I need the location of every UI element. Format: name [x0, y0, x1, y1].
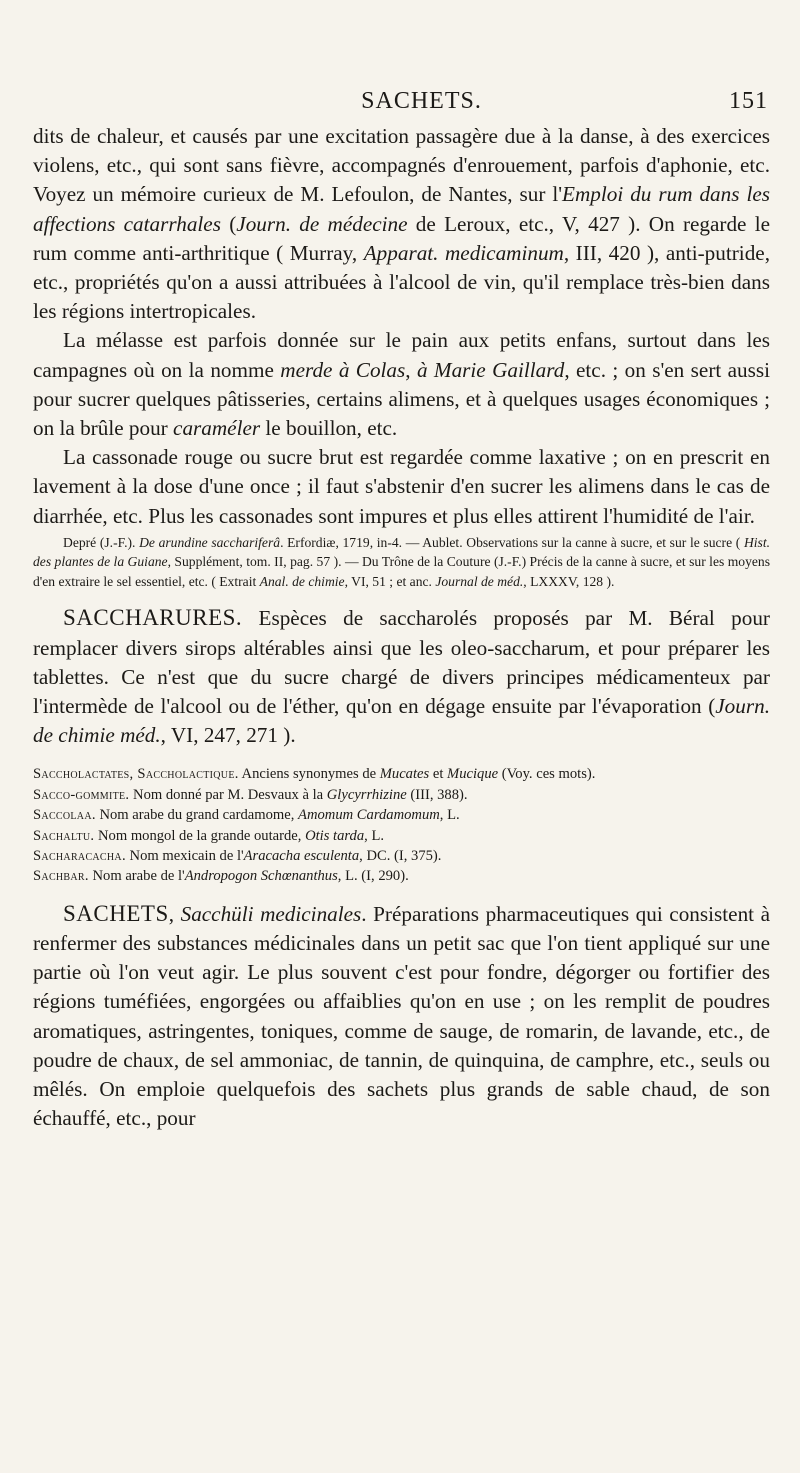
page-number: 151 — [729, 88, 768, 114]
running-header — [33, 88, 770, 122]
list-item: Sacco-gommite. Nom donné par M. Desvaux à la Glycyrrhizine (III, 388). — [33, 786, 468, 803]
entry-sachets: SACHETS, Sacchüli medicinales. Préparations pharmaceutiques qui consistent à renfermer des substances médicinales dans un petit sac que l'on tient appliqué sur une partie où l'on veut agir. Le plus souvent c'est pour fondre, dégorger ou fortifier des régions tuméfiées, engorgées ou affaiblies qu'on en use ; on les remplit de poudres aromatiques, astringentes, toniques, comme de sauge, de romarin, de lavande, etc., de poudre de chaux, de sel ammoniac, de tannin, de quinquina, de camphre, etc., seuls ou mêlés. On emploie quelquefois des sachets plus grands de sable chaud, de son échauffé, etc., pour — [33, 900, 770, 1131]
list-item: Sachaltu. Nom mongol de la grande outarde, Otis tarda, L. — [33, 827, 385, 844]
running-title: SACHETS. — [361, 88, 482, 114]
bibliography-note: Depré (J.-F.). De arundine sacchariferâ. Erfordiæ, 1719, in-4. — Aublet. Observations sur la canne à sucre, et sur le sucre ( Hist. des plantes de la Guiane, Supplément, tom. II, pag. 57 ). — Du Trône de la Couture (J.-F.) Précis de la canne à sucre, et sur les moyens d'en extraire le sel essentiel, etc. ( Extrait Anal. de chimie, VI, 51 ; et anc. Journal de méd., LXXXV, 128 ). — [33, 534, 771, 589]
list-item: Sacharacacha. Nom mexicain de l'Aracacha esculenta, DC. (I, 375). — [33, 847, 442, 864]
entry-saccharures: SACCHARURES. Espèces de saccharolés proposés par M. Béral pour remplacer divers sirops altérables ainsi que les oleo-saccharum, et pour préparer les tablettes. Ce n'est que du sucre chargé de divers principes médicamenteux par l'intermède de l'alcool ou de l'éther, qu'on en dégage ensuite par l'évaporation (Journ. de chimie méd., VI, 247, 271 ). — [33, 605, 770, 748]
list-item: Saccholactates, Saccholactique. Anciens synonymes de Mucates et Mucique (Voy. ces mots). — [33, 766, 596, 783]
paragraph-melasse: La mélasse est parfois donnée sur le pain aux petits enfans, surtout dans les campagnes où on la nomme merde à Colas, à Marie Gaillard, etc. ; on s'en sert aussi pour sucrer quelques pâtisseries, certains alimens, et à quelques usages économiques ; on la brûle pour caraméler le bouillon, etc. — [33, 328, 771, 441]
minor-entries-list — [33, 764, 770, 886]
list-item: Sachbar. Nom arabe de l'Andropogon Schœnanthus, L. (I, 290). — [33, 868, 409, 885]
paragraph-cassonade: La cassonade rouge ou sucre brut est regardée comme laxative ; on en prescrit en lavement à la dose d'une once ; il faut s'abstenir d'en sucrer les alimens dans le cas de diarrhée, etc. Plus les cassonades sont impures et plus elles attirent l'humidité de l'air. — [33, 445, 770, 528]
paragraph-rum: dits de chaleur, et causés par une excitation passagère due à la danse, à des exercices violens, etc., qui sont sans fièvre, accompagnés d'enrouement, parfois d'aphonie, etc. Voyez un mémoire curieux de M. Lefoulon, de Nantes, sur l'Emploi du rum dans les affections catarrhales (Journ. de médecine de Leroux, etc., V, 427 ). On regarde le rum comme anti-arthritique ( Murray, Apparat. medicaminum, III, 420 ), anti-putride, etc., propriétés qu'on a aussi attribuées à l'alcool de vin, qu'il remplace très-bien dans les régions intertropicales. — [33, 124, 771, 324]
entry-headword: SACCHARURES. — [63, 605, 243, 631]
entry-headword: SACHETS — [63, 900, 169, 926]
list-item: Saccolaa. Nom arabe du grand cardamome, Amomum Cardamomum, L. — [33, 807, 460, 824]
main-text — [33, 122, 770, 531]
